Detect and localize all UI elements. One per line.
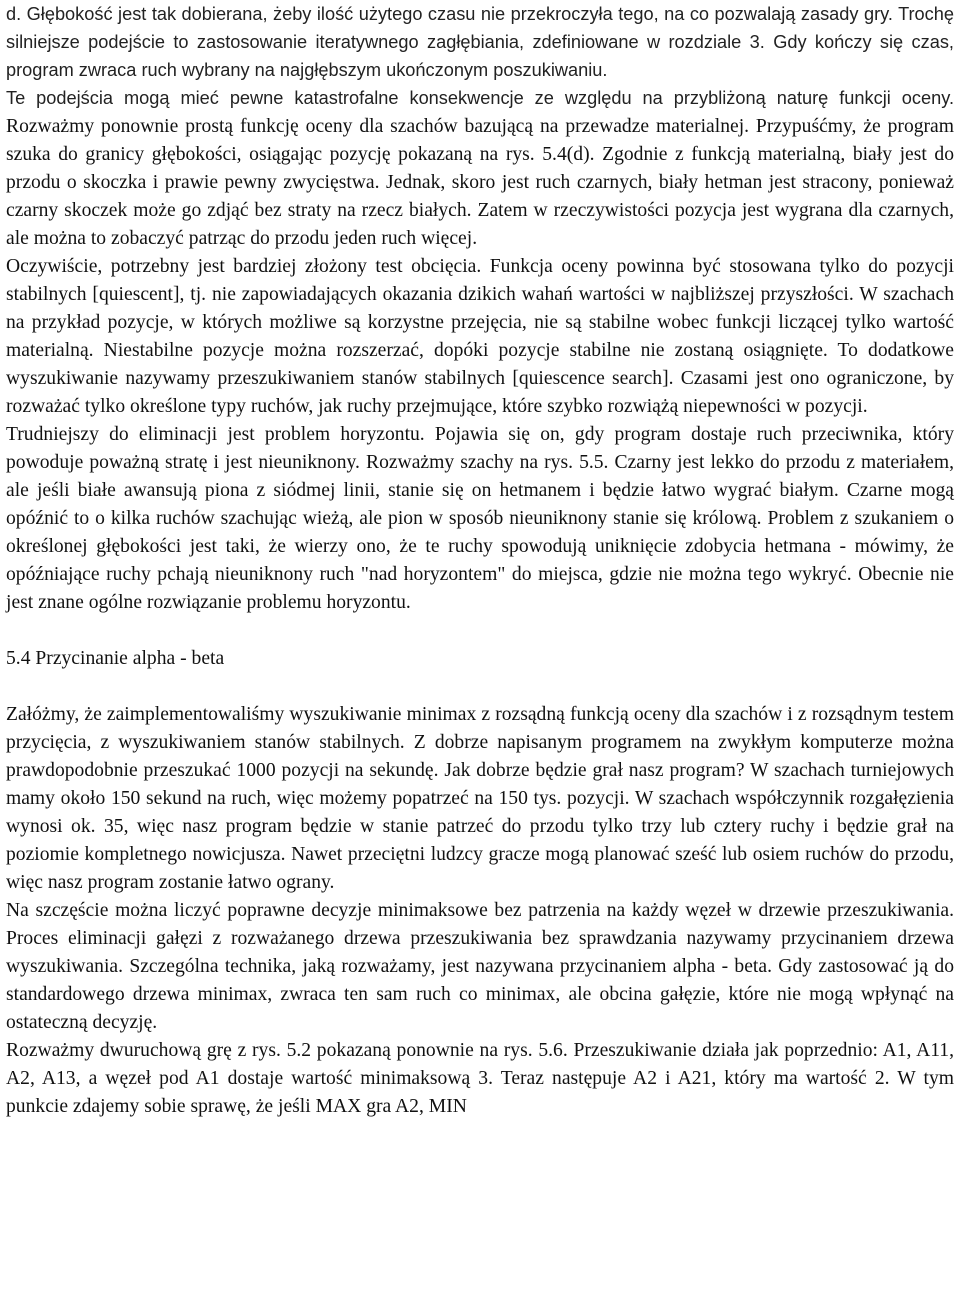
paragraph-depth-limit: d. Głębokość jest tak dobierana, żeby ilość użytego czasu nie przekroczyła tego, na co pozwalają zasady gry. Trochę silniejsze podejście to zastosowanie iteratywnego zagłębiania, zdefiniowane w rozdziale 3. Gdy kończy się czas, program zwraca ruch wybrany na najgłębszym ukończonym poszukiwaniu.: [6, 4, 954, 80]
paragraph-quiescence: Oczywiście, potrzebny jest bardziej złożony test obcięcia. Funkcja oceny powinna być stosowana tylko do pozycji stabilnych [quiescent], tj. nie zapowiadających okazania dzikich wahań wartości w najbliższej przyszłości. W szachach na przykład pozycje, w których możliwe są korzystne przejęcia, nie są stabilne wobec funkcji liczącej tylko wartość materialną. Niestabilne pozycje można rozszerzać, dopóki pozycje stabilne nie zostaną osiągnięte. To dodatkowe wyszukiwanie nazywamy przeszukiwaniem stanów stabilnych [quiescence search]. Czasami jest ono ograniczone, by rozważać tylko określone typy ruchów, jak ruchy przejmujące, które szybko rozwiążą niepewności w pozycji.: [6, 256, 954, 417]
section-heading-wrap: [6, 623, 954, 673]
paragraph-minimax-performance: Załóżmy, że zaimplementowaliśmy wyszukiwanie minimax z rozsądną funkcją oceny dla szachów i z rozsądnym testem przycięcia, z wyszukiwaniem stanów stabilnych. Z dobrze napisanym programem na zwykłym komputerze można prawdopodobnie przeszukać 1000 pozycji na sekundę. Jak dobrze będzie grał nasz program? W szachach turniejowych mamy około 150 sekund na ruch, więc możemy popatrzeć na 150 tys. pozycji. W szachach współczynnik rozgałęzienia wynosi ok. 35, więc nasz program będzie w stanie patrzeć do przodu tylko trzy lub cztery ruchy i będzie grał na poziomie kompletnego nowicjusza. Nawet przeciętni ludzcy gracze mogą planować sześć lub osiem ruchów do przodu, więc nasz program zostanie łatwo ograny.: [6, 704, 954, 893]
paragraph-horizon-problem: Trudniejszy do eliminacji jest problem horyzontu. Pojawia się on, gdy program dostaje ruch przeciwnika, który powoduje poważną stratę i jest nieuniknony. Rozważmy szachy na rys. 5.5. Czarny jest lekko do przodu z materiałem, ale jeśli białe awansują piona z siódmej linii, stanie się on hetmanem i będzie łatwo wygrać białym. Czarne mogą opóźnić to o kilka ruchów szachując wieżą, ale pion w sposób nieuniknony stanie się królową. Problem z szukaniem o określonej głębokości jest taki, że wierzy ono, że te ruchy spowodują uniknięcie zdobycia hetmana - mówimy, że opóźniające ruchy pchają nieuniknony ruch "nad horyzontem" do miejsca, gdzie nie można tego wykryć. Obecnie nie jest znane ogólne rozwiązanie problemu horyzontu.: [6, 424, 954, 613]
paragraph-two-ply-game: Rozważmy dwuruchową grę z rys. 5.2 pokazaną ponownie na rys. 5.6. Przeszukiwanie działa jak poprzednio: A1, A11, A2, A13, a węzeł pod A1 dostaje wartość minimaksową 3. Teraz następuje A2 i A21, który ma wartość 2. W tym punkcie zdajemy sobie sprawę, że jeśli MAX gra A2, MIN: [6, 1040, 954, 1117]
paragraph-pruning: Na szczęście można liczyć poprawne decyzje minimaksowe bez patrzenia na każdy węzeł w drzewie przeszukiwania. Proces eliminacji gałęzi z rozważanego drzewa przeszukiwania bez sprawdzania nazywamy przycinaniem drzewa wyszukiwania. Szczególna technika, jaką rozważamy, jest nazywana przycinaniem alpha - beta. Gdy zastosować ją do standardowego drzewa minimax, zwraca ten sam ruch co minimax, ale obcina gałęzie, które nie mogą wpłynąć na ostateczną decyzję.: [6, 900, 954, 1033]
paragraph-evaluation-consequences: [6, 84, 954, 253]
section-heading: 5.4 Przycinanie alpha - beta: [6, 648, 225, 669]
paragraph-evaluation-consequences-lead: Te podejścia mogą mieć pewne katastrofalne konsekwencje ze względu na przybliżoną naturę funkcji oceny.: [6, 88, 954, 108]
paragraph-evaluation-consequences-body: Rozważmy ponownie prostą funkcję oceny dla szachów bazującą na przewadze materialnej. Przypuśćmy, że program szuka do granicy głębokości, osiągając pozycję pokazaną na rys. 5.4(d). Zgodnie z funkcją materialną, biały jest do przodu o skoczka i prawie pewny zwycięstwa. Jednak, skoro jest ruch czarnych, biały hetman jest stracony, ponieważ czarny skoczek może go zdjąć bez straty na rzecz białych. Zatem w rzeczywistości pozycja jest wygrana dla czarnych, ale można to zobaczyć patrząc do przodu jeden ruch więcej.: [6, 116, 954, 249]
